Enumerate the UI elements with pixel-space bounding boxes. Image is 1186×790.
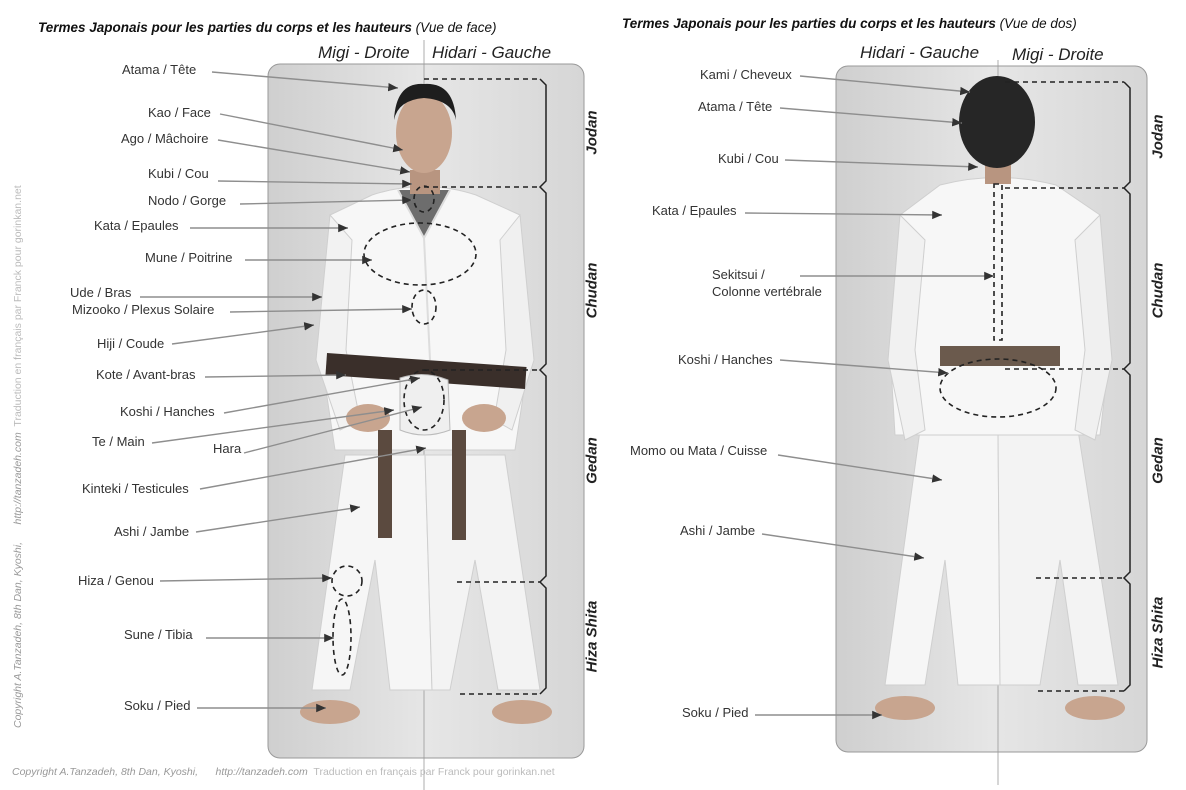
front-label-soku: Soku / Pied <box>124 698 191 713</box>
back-label-koshi: Koshi / Hanches <box>678 352 773 367</box>
copyright-bottom-translation: Traduction en français par Franck pour gorinkan.net <box>313 766 555 778</box>
back-label-ashi: Ashi / Jambe <box>680 523 756 538</box>
back-level-gedan: Gedan <box>1149 437 1167 484</box>
front-label-te: Te / Main <box>92 434 145 449</box>
front-label-hiza: Hiza / Genou <box>78 573 154 588</box>
back-level-chudan: Chudan <box>1149 262 1167 319</box>
copyright-vertical-translation: Traduction en français par Franck pour gorinkan.net <box>12 185 24 427</box>
back-side-left-label: Hidari - Gauche <box>860 43 980 62</box>
front-label-nodo: Nodo / Gorge <box>148 193 227 208</box>
front-label-ago: Ago / Mâchoire <box>121 131 209 146</box>
back-label-kubi: Kubi / Cou <box>718 151 779 166</box>
front-label-kata: Kata / Epaules <box>94 218 179 233</box>
front-label-atama: Atama / Tête <box>122 62 197 77</box>
front-title-sub: (Vue de face) <box>415 20 497 35</box>
front-label-mizooko: Mizooko / Plexus Solaire <box>72 302 215 317</box>
front-label-mune: Mune / Poitrine <box>145 250 233 265</box>
back-label-momo: Momo ou Mata / Cuisse <box>630 443 768 458</box>
front-label-kote: Kote / Avant-bras <box>96 367 196 382</box>
back-side-right-label: Migi - Droite <box>1012 45 1104 64</box>
back-label-sekitsui-1: Sekitsui / <box>712 267 765 282</box>
back-label-sekitsui-2: Colonne vertébrale <box>712 284 822 299</box>
front-label-kubi: Kubi / Cou <box>148 166 209 181</box>
front-level-jodan: Jodan <box>583 110 601 155</box>
back-title-sub: (Vue de dos) <box>999 16 1077 31</box>
copyright-bottom-author: Copyright A.Tanzadeh, 8th Dan, Kyoshi, <box>12 766 199 778</box>
back-label-kami: Kami / Cheveux <box>700 67 792 82</box>
front-label-hiji: Hiji / Coude <box>97 336 165 351</box>
front-level-gedan: Gedan <box>583 437 601 484</box>
back-level-jodan: Jodan <box>1149 114 1167 159</box>
front-side-right-label: Migi - Droite <box>318 43 410 62</box>
copyright-vertical <box>12 185 24 728</box>
back-title-main: Termes Japonais pour les parties du corps et les hauteurs <box>622 16 996 31</box>
copyright-bottom <box>12 766 555 778</box>
copyright-vertical-url: http://tanzadeh.com <box>12 432 24 525</box>
back-label-atama: Atama / Tête <box>698 99 773 114</box>
front-label-sune: Sune / Tibia <box>124 627 193 642</box>
front-level-chudan: Chudan <box>583 262 601 319</box>
front-label-ashi: Ashi / Jambe <box>114 524 190 539</box>
front-label-ude: Ude / Bras <box>70 285 132 300</box>
front-title-main: Termes Japonais pour les parties du corps et les hauteurs <box>38 20 412 35</box>
front-label-koshi: Koshi / Hanches <box>120 404 215 419</box>
back-label-soku: Soku / Pied <box>682 705 749 720</box>
front-label-kinteki: Kinteki / Testicules <box>82 481 189 496</box>
front-label-hara: Hara <box>213 441 242 456</box>
back-level-hiza-shita: Hiza Shita <box>1149 596 1167 669</box>
copyright-bottom-url: http://tanzadeh.com <box>215 766 308 778</box>
front-side-left-label: Hidari - Gauche <box>432 43 552 62</box>
copyright-vertical-author: Copyright A.Tanzadeh, 8th Dan, Kyoshi, <box>12 541 24 728</box>
front-label-kao: Kao / Face <box>148 105 211 120</box>
front-level-hiza-shita: Hiza Shita <box>583 600 601 673</box>
back-label-kata: Kata / Epaules <box>652 203 737 218</box>
